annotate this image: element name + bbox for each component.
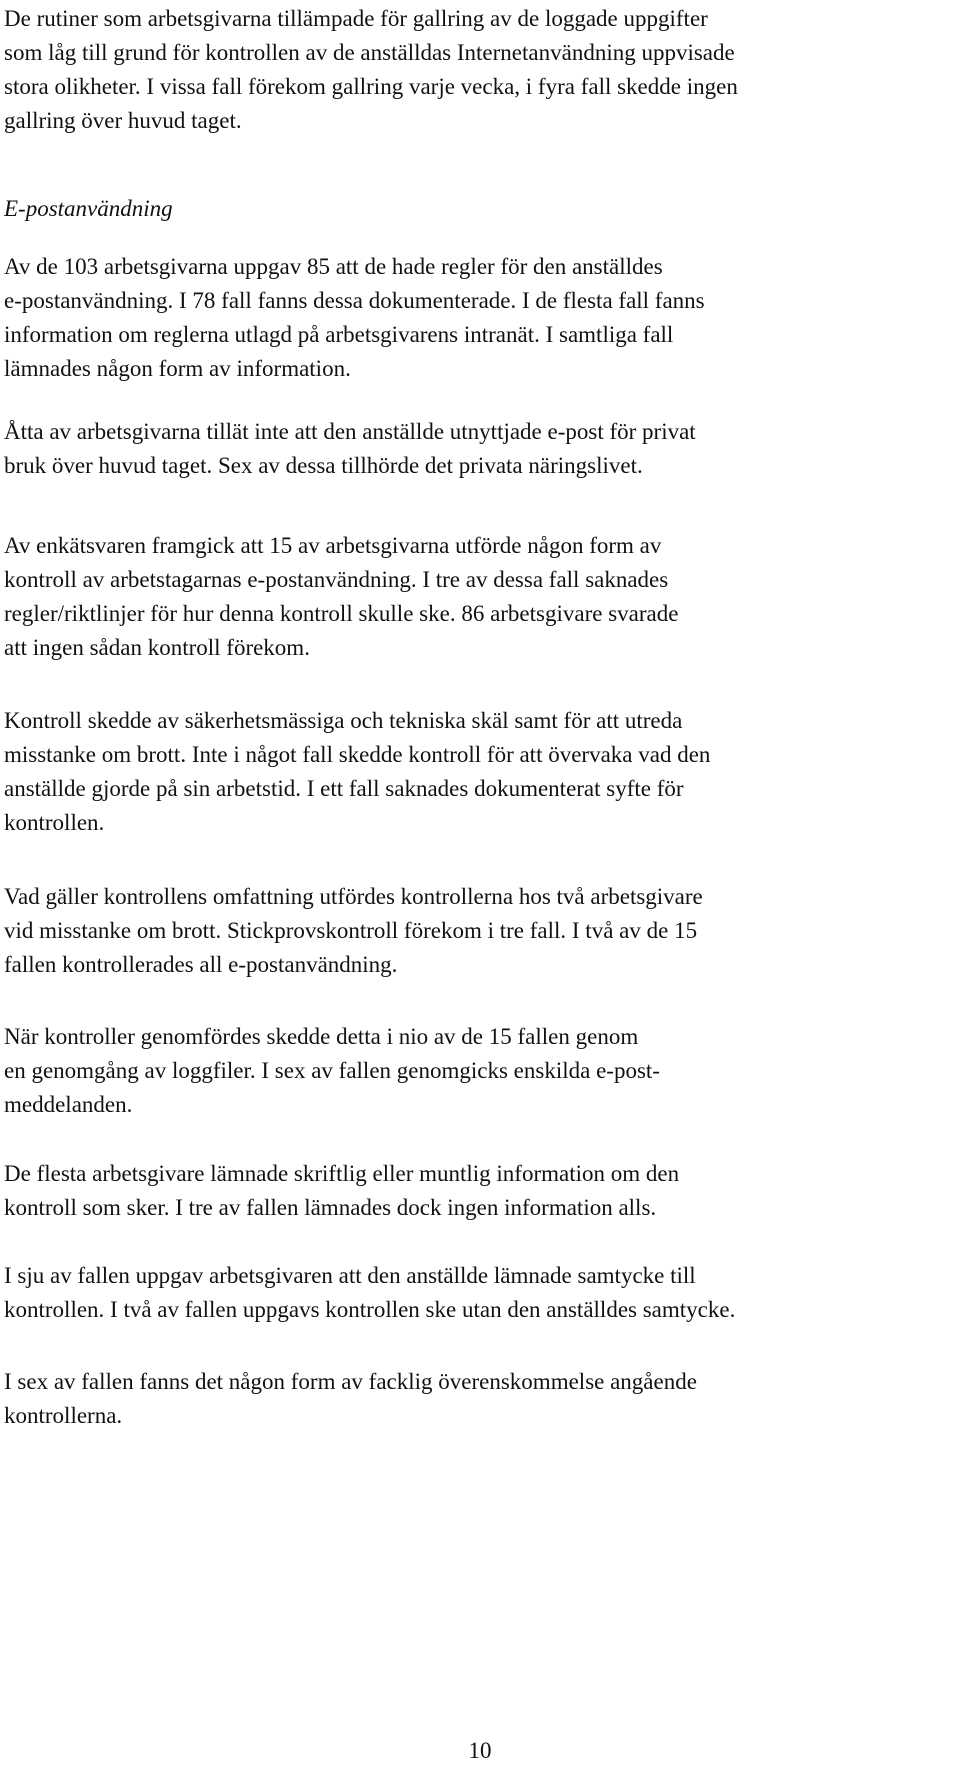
section-heading: E-postanvändning <box>4 196 173 221</box>
text-line: Åtta av arbetsgivarna tillät inte att den anställde utnyttjade e-post för privat <box>4 419 696 444</box>
text-line: vid misstanke om brott. Stickprovskontroll förekom i tre fall. I två av de 15 <box>4 918 698 943</box>
intro-paragraph <box>4 2 954 138</box>
paragraph-9 <box>4 1365 954 1433</box>
text-line: kontrollerna. <box>4 1403 123 1428</box>
text-line: kontrollen. <box>4 810 105 835</box>
text-line: lämnades någon form av information. <box>4 356 351 381</box>
text-line: som låg till grund för kontrollen av de anställdas Internetanvändning uppvisade <box>4 40 735 65</box>
text-line: e-postanvändning. I 78 fall fanns dessa dokumenterade. I de flesta fall fanns <box>4 288 705 313</box>
page-number: 10 <box>468 1738 492 1763</box>
paragraph-4 <box>4 704 954 840</box>
text-line: information om reglerna utlagd på arbetsgivarens intranät. I samtliga fall <box>4 322 674 347</box>
paragraph-7 <box>4 1157 954 1225</box>
text-line: När kontroller genomfördes skedde detta i nio av de 15 fallen genom <box>4 1024 639 1049</box>
text-line: anställde gjorde på sin arbetstid. I ett fall saknades dokumenterat syfte för <box>4 776 684 801</box>
text-line: Av enkätsvaren framgick att 15 av arbetsgivarna utförde någon form av <box>4 533 662 558</box>
text-line: De flesta arbetsgivare lämnade skriftlig eller muntlig information om den <box>4 1161 680 1186</box>
text-line: Vad gäller kontrollens omfattning utfördes kontrollerna hos två arbetsgivare <box>4 884 703 909</box>
text-line: stora olikheter. I vissa fall förekom gallring varje vecka, i fyra fall skedde ingen <box>4 74 738 99</box>
paragraph-8 <box>4 1259 954 1327</box>
text-line: Kontroll skedde av säkerhetsmässiga och tekniska skäl samt för att utreda <box>4 708 683 733</box>
paragraph-2 <box>4 415 954 483</box>
paragraph-3 <box>4 529 954 665</box>
text-line: De rutiner som arbetsgivarna tillämpade för gallring av de loggade uppgifter <box>4 6 708 31</box>
text-line: meddelanden. <box>4 1092 133 1117</box>
text-line: fallen kontrollerades all e-postanvändning. <box>4 952 398 977</box>
text-line: att ingen sådan kontroll förekom. <box>4 635 310 660</box>
text-line: Av de 103 arbetsgivarna uppgav 85 att de hade regler för den anställdes <box>4 254 663 279</box>
text-line: bruk över huvud taget. Sex av dessa tillhörde det privata näringslivet. <box>4 453 643 478</box>
text-line: kontroll som sker. I tre av fallen lämnades dock ingen information alls. <box>4 1195 657 1220</box>
paragraph-5 <box>4 880 954 982</box>
text-line: kontrollen. I två av fallen uppgavs kontrollen ske utan den anställdes samtycke. <box>4 1297 736 1322</box>
paragraph-6 <box>4 1020 954 1122</box>
text-line: gallring över huvud taget. <box>4 108 242 133</box>
text-line: I sex av fallen fanns det någon form av facklig överenskommelse angående <box>4 1369 697 1394</box>
text-line: I sju av fallen uppgav arbetsgivaren att den anställde lämnade samtycke till <box>4 1263 696 1288</box>
text-line: regler/riktlinjer för hur denna kontroll skulle ske. 86 arbetsgivare svarade <box>4 601 679 626</box>
paragraph-1 <box>4 250 954 386</box>
text-line: misstanke om brott. Inte i något fall skedde kontroll för att övervaka vad den <box>4 742 711 767</box>
text-line: en genomgång av loggfiler. I sex av fallen genomgicks enskilda e-post- <box>4 1058 660 1083</box>
text-line: kontroll av arbetstagarnas e-postanvändning. I tre av dessa fall saknades <box>4 567 669 592</box>
